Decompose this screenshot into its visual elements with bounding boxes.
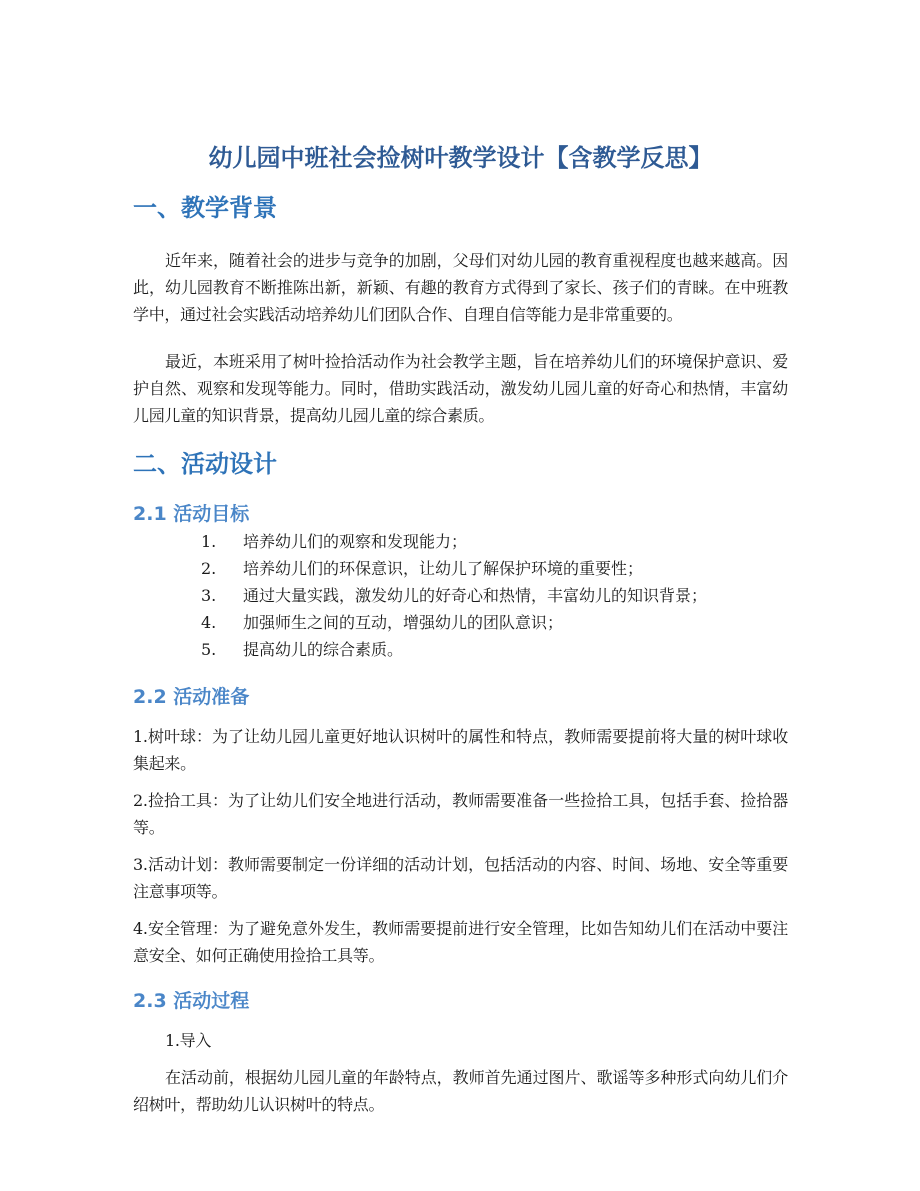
list-item	[133, 528, 788, 555]
subsection-heading-process: 2.3 活动过程	[133, 990, 250, 1012]
list-item-number: 2.	[201, 559, 217, 578]
list-item-text: 通过大量实践，激发幼儿的好奇心和热情，丰富幼儿的知识背景；	[243, 586, 708, 605]
preparation-paragraph-2: 2.捡拾工具：为了让幼儿们安全地进行活动，教师需要准备一些捡拾工具，包括手套、捡拾器等。	[133, 791, 788, 837]
goals-list	[133, 528, 788, 663]
list-item	[133, 555, 788, 582]
process-intro-label: 1.导入	[165, 1031, 212, 1050]
document-title: 幼儿园中班社会捡树叶教学设计【含教学反思】	[208, 144, 713, 172]
list-item	[133, 582, 788, 609]
preparation-paragraph-3: 3.活动计划：教师需要制定一份详细的活动计划，包括活动的内容、时间、场地、安全等重要注意事项等。	[133, 855, 788, 901]
preparation-paragraph-4: 4.安全管理：为了避免意外发生，教师需要提前进行安全管理，比如告知幼儿们在活动中要注意安全、如何正确使用捡拾工具等。	[133, 919, 788, 965]
list-item-number: 1.	[201, 532, 217, 551]
list-item-text: 提高幼儿的综合素质。	[243, 640, 404, 659]
subsection-heading-goals: 2.1 活动目标	[133, 503, 250, 525]
process-paragraph: 在活动前，根据幼儿园儿童的年龄特点，教师首先通过图片、歌谣等多种形式向幼儿们介绍树叶，帮助幼儿认识树叶的特点。	[133, 1068, 788, 1114]
document-page	[133, 140, 788, 1118]
preparation-paragraph-1: 1.树叶球：为了让幼儿园儿童更好地认识树叶的属性和特点，教师需要提前将大量的树叶球收集起来。	[133, 727, 788, 773]
list-item	[133, 609, 788, 636]
background-paragraph-1: 近年来，随着社会的进步与竞争的加剧，父母们对幼儿园的教育重视程度也越来越高。因此，幼儿园教育不断推陈出新，新颖、有趣的教育方式得到了家长、孩子们的青睐。在中班教学中，通过社会实践活动培养幼儿们团队合作、自理自信等能力是非常重要的。	[133, 251, 788, 324]
list-item-text: 培养幼儿们的观察和发现能力；	[243, 532, 468, 551]
list-item-text: 培养幼儿们的环保意识，让幼儿了解保护环境的重要性；	[243, 559, 644, 578]
section-heading-background: 一、教学背景	[133, 194, 277, 222]
section-heading-activity-design: 二、活动设计	[133, 450, 277, 478]
list-item	[133, 636, 788, 663]
list-item-number: 3.	[201, 586, 217, 605]
list-item-text: 加强师生之间的互动，增强幼儿的团队意识；	[243, 613, 564, 632]
background-paragraph-2: 最近，本班采用了树叶捡拾活动作为社会教学主题，旨在培养幼儿们的环境保护意识、爱护自然、观察和发现等能力。同时，借助实践活动，激发幼儿园儿童的好奇心和热情，丰富幼儿园儿童的知识背景，提高幼儿园儿童的综合素质。	[133, 352, 788, 425]
subsection-heading-preparation: 2.2 活动准备	[133, 686, 250, 708]
list-item-number: 5.	[201, 640, 217, 659]
list-item-number: 4.	[201, 613, 217, 632]
